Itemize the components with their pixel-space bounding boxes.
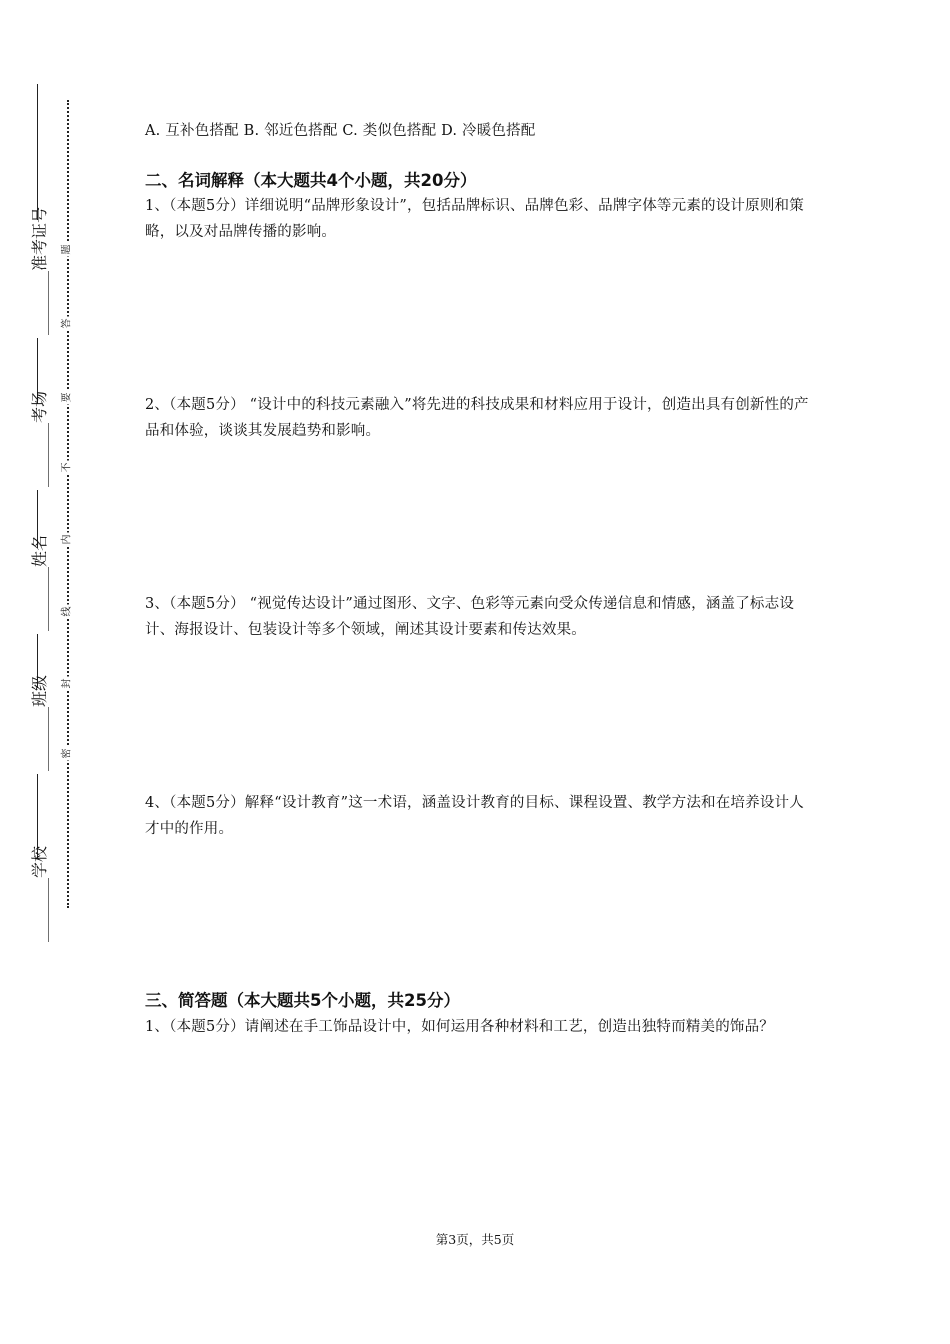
- section-2-heading: 二、名词解释（本大题共4个小题，共20分）: [145, 171, 477, 190]
- seal-char: 题: [61, 244, 73, 255]
- seal-char: 封: [61, 678, 73, 689]
- page-footer: 第3页，共5页: [435, 1232, 515, 1247]
- section-3-question-1: 1、（本题5分）请阐述在手工饰品设计中，如何运用各种材料和工艺，创造出独特而精美的饰品？: [145, 1019, 774, 1035]
- seal-char: 线: [61, 606, 73, 617]
- class-field: [30, 674, 49, 774]
- school-line: ________: [30, 878, 49, 942]
- exam-number-field: [30, 206, 49, 338]
- binding-dotted-line: [67, 100, 69, 908]
- previous-question-options: A. 互补色搭配 B. 邻近色搭配 C. 类似色搭配 D. 冷暖色搭配: [145, 123, 536, 139]
- seal-char: 要: [61, 392, 73, 403]
- section-2-question-2: 2、（本题5分） “设计中的科技元素融入”将先进的科技成果和材料应用于设计，创造出具有创新性的产品和体验，谈谈其发展趋势和影响。: [145, 397, 809, 439]
- seal-char: 内: [61, 534, 73, 545]
- class-line: ________: [30, 707, 49, 771]
- exam-room-field: [30, 390, 49, 490]
- exam-number-line: ________: [30, 271, 49, 335]
- student-name-field: [30, 534, 49, 634]
- section-2-question-4: 4、（本题5分）解释“设计教育”这一术语，涵盖设计教育的目标、课程设置、教学方法和在培养设计人才中的作用。: [145, 795, 804, 837]
- section-2-question-3: 3、（本题5分） “视觉传达设计”通过图形、文字、色彩等元素向受众传递信息和情感，涵盖了标志设计、海报设计、包装设计等多个领域，阐述其设计要素和传达效果。: [145, 596, 795, 638]
- exam-number-label: 准考证号: [30, 206, 49, 271]
- class-label: 班级: [30, 674, 49, 707]
- school-field: [30, 845, 49, 945]
- section-3-heading: 三、简答题（本大题共5个小题，共25分）: [145, 991, 460, 1010]
- section-2-question-1: 1、（本题5分）详细说明“品牌形象设计”，包括品牌标识、品牌色彩、品牌字体等元素的设计原则和策略，以及对品牌传播的影响。: [145, 198, 804, 240]
- seal-char: 密: [61, 748, 73, 759]
- seal-char: 不: [61, 462, 73, 473]
- student-name-label: 姓名: [30, 534, 49, 567]
- student-name-line: ________: [30, 567, 49, 631]
- exam-room-line: ________: [30, 423, 49, 487]
- seal-char: 答: [61, 318, 73, 329]
- school-label: 学校: [30, 845, 49, 878]
- exam-room-label: 考场: [30, 390, 49, 423]
